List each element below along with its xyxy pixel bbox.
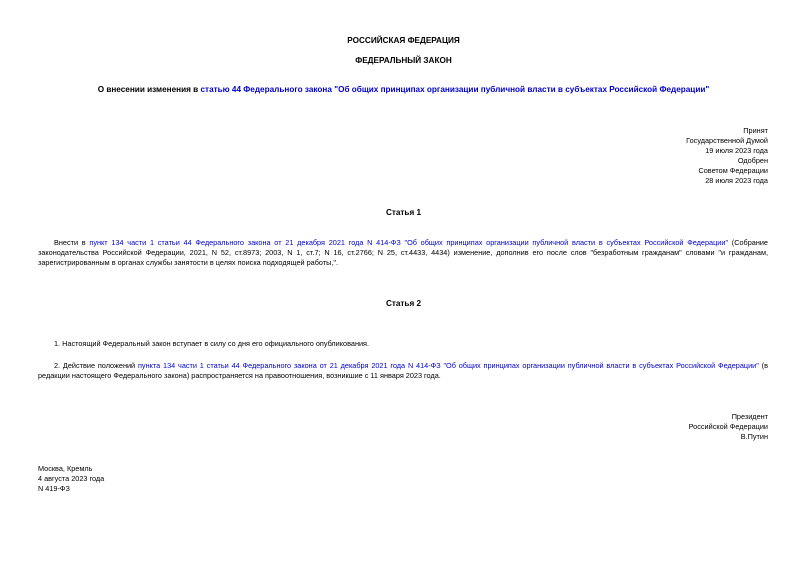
article-1-link[interactable]: пункт 134 части 1 статьи 44 Федерального закона от 21 декабря 2021 года N 414-ФЗ "Об общих принципах организации публичной власти в субъектах Российской Федерации" [89, 238, 729, 247]
signatory-title: Президент [731, 412, 768, 421]
signatory-block [568, 412, 768, 442]
adoption-line: 28 июля 2023 года [705, 176, 768, 185]
article-1-heading: Статья 1 [385, 208, 422, 217]
adoption-line: Принят [743, 126, 768, 135]
date: 4 августа 2023 года [38, 474, 105, 483]
article-1-suffix: (Собрание законодательства Российской Федерации, 2021, N 52, ст.8973; 2003, N 1, ст.7; N 16, ст.2766; N 25, ст.4433, 4434) изменение, дополнив его после слов "безработным гражданам" словами "и гражданам, зарегистрированным в органах службы занятости в целях поиска подходящей работы,". [38, 238, 768, 267]
place: Москва, Кремль [38, 464, 93, 473]
article-2-p2-suffix: (в редакции настоящего Федерального закона) распространяется на правоотношения, возникшие с 11 января 2023 года. [38, 361, 768, 380]
article-2-paragraph-1: 1. Настоящий Федеральный закон вступает в силу со дня его официального опубликования. [54, 339, 370, 348]
adoption-line: Одобрен [737, 156, 768, 165]
place-date-block [38, 464, 104, 494]
article-2-p2-prefix: 2. Действие положений [54, 361, 138, 370]
article-1-text [38, 238, 768, 268]
subject-prefix: О внесении изменения в [97, 85, 201, 94]
signatory-title: Российской Федерации [688, 422, 768, 431]
article-2-paragraph-2 [38, 361, 768, 381]
article-1-prefix: Внести в [54, 238, 90, 247]
article-2-link[interactable]: пункта 134 части 1 статьи 44 Федерального закона от 21 декабря 2021 года N 414-ФЗ "Об общих принципах организации публичной власти в субъектах Российской Федерации" [137, 361, 759, 370]
law-subject [0, 85, 807, 95]
adoption-line: Советом Федерации [698, 166, 768, 175]
adoption-block [568, 126, 768, 186]
adoption-line: Государственной Думой [686, 136, 768, 145]
subject-article-link[interactable]: статью 44 Федерального закона "Об общих принципах организации публичной власти в субъектах Российской Федерации" [200, 85, 710, 94]
signatory-name: В.Путин [740, 432, 768, 441]
law-number: N 419-ФЗ [38, 484, 70, 493]
article-2-heading: Статья 2 [385, 299, 422, 308]
adoption-line: 19 июля 2023 года [705, 146, 768, 155]
law-type-heading: ФЕДЕРАЛЬНЫЙ ЗАКОН [355, 56, 452, 65]
country-heading: РОССИЙСКАЯ ФЕДЕРАЦИЯ [347, 36, 460, 45]
